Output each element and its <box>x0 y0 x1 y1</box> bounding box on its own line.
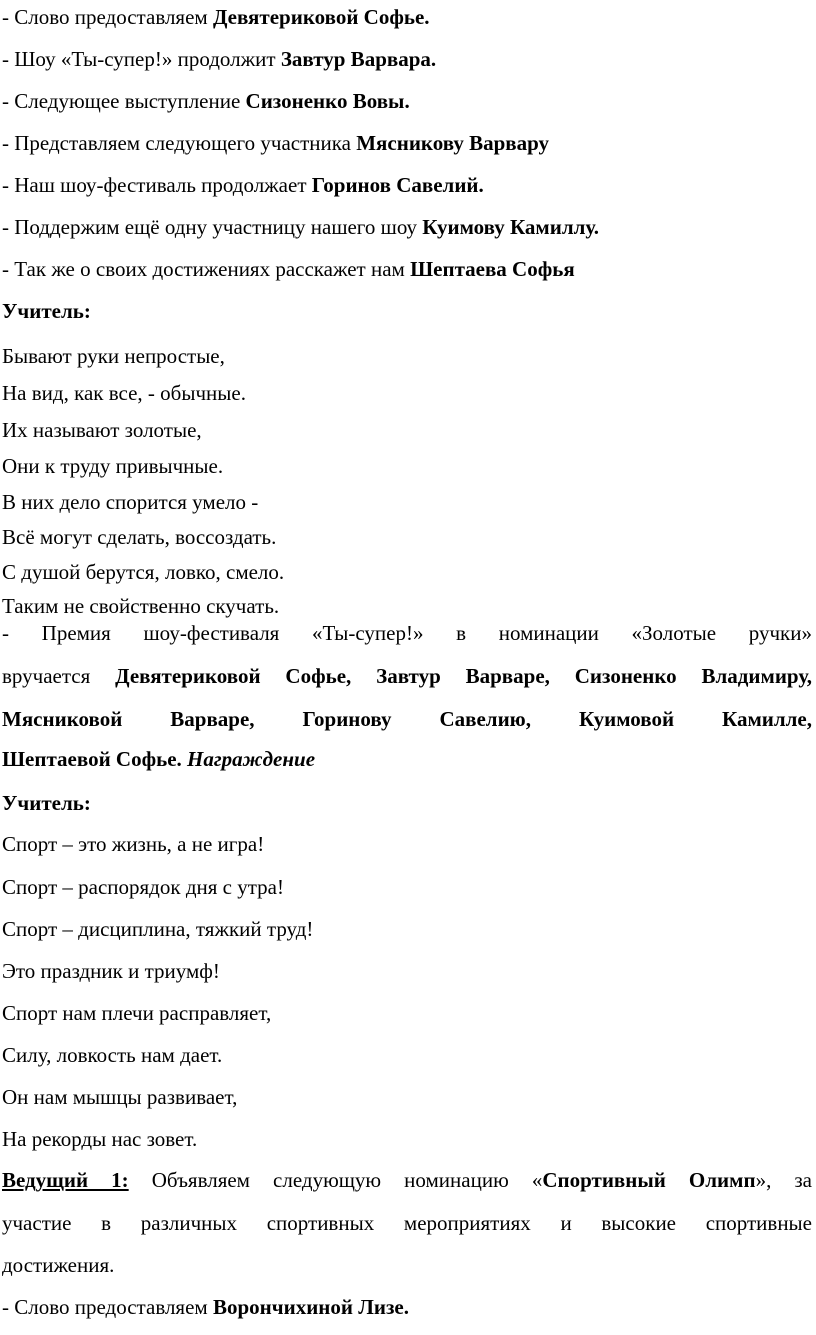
speaker-label <box>2 790 91 816</box>
nomination-name: Спортивный Олимп <box>542 1168 756 1192</box>
award-note: Награждение <box>187 747 316 771</box>
poem-line: Всё могут сделать, воссоздать. <box>2 525 277 549</box>
paragraph-line <box>2 88 410 114</box>
paragraph-line <box>2 130 549 156</box>
award-line: - Премия шоу-фестиваля «Ты-супер!» в номинации «Золотые ручки» <box>2 621 812 645</box>
poem-line: С душой берутся, ловко, смело. <box>2 560 285 584</box>
line-text: - Шоу «Ты-супер!» продолжит <box>2 47 281 71</box>
line-text: - Поддержим ещё одну участницу нашего шоу <box>2 215 423 239</box>
host-text: Объявляем следующую номинацию « <box>128 1168 543 1192</box>
paragraph-line <box>2 172 484 198</box>
line-text: - Так же о своих достижениях расскажет нам <box>2 257 411 281</box>
poem-line: Это праздник и триумф! <box>2 959 220 983</box>
line-text: - Наш шоу-фестиваль продолжает <box>2 173 312 197</box>
host-line <box>2 1167 812 1193</box>
poem-line: Их называют золотые, <box>2 418 202 442</box>
host-text: », за <box>755 1168 812 1192</box>
award-text: вручается <box>2 664 116 688</box>
host-label: Ведущий 1: <box>2 1168 129 1192</box>
line-text: - Следующее выступление <box>2 89 246 113</box>
speaker-label-text: Учитель: <box>2 791 91 815</box>
paragraph-line <box>2 1294 409 1320</box>
participant-name: Шептаева Софья <box>410 257 575 281</box>
participant-name: Ворончихиной Лизе. <box>212 1295 410 1319</box>
host-line: участие в различных спортивных мероприятиях и высокие спортивные <box>2 1211 812 1235</box>
speaker-label-text: Учитель: <box>2 299 91 323</box>
participant-name: Горинов Савелий. <box>311 173 484 197</box>
poem-line: На вид, как все, - обычные. <box>2 381 246 405</box>
paragraph-line <box>2 214 599 240</box>
line-text: - Представляем следующего участника <box>2 131 357 155</box>
award-line <box>2 663 812 689</box>
award-names: Шептаевой Софье. <box>2 747 182 771</box>
line-text: - Слово предоставляем <box>2 1295 213 1319</box>
participant-name: Куимову Камиллу. <box>422 215 600 239</box>
paragraph-line <box>2 4 430 30</box>
poem-line: Он нам мышцы развивает, <box>2 1085 238 1109</box>
poem-line: Спорт нам плечи расправляет, <box>2 1001 272 1025</box>
poem-line: Силу, ловкость нам дает. <box>2 1043 223 1067</box>
line-text: - Слово предоставляем <box>2 5 213 29</box>
poem-line: Спорт – дисциплина, тяжкий труд! <box>2 917 314 941</box>
award-names: Мясниковой Варваре, Горинову Савелию, Куимовой Камилле, <box>2 707 812 731</box>
host-line: достижения. <box>2 1253 115 1277</box>
speaker-label <box>2 298 91 324</box>
poem-line: Бывают руки непростые, <box>2 344 225 368</box>
poem-line: В них дело спорится умело - <box>2 490 259 514</box>
paragraph-line <box>2 46 436 72</box>
paragraph-line <box>2 256 575 282</box>
poem-line: Таким не свойственно скучать. <box>2 594 280 618</box>
poem-line: Спорт – это жизнь, а не игра! <box>2 832 265 856</box>
participant-name: Сизоненко Вовы. <box>245 89 410 113</box>
participant-name: Завтур Варвара. <box>280 47 437 71</box>
award-line <box>2 706 812 732</box>
participant-name: Девятериковой Софье. <box>212 5 430 29</box>
participant-name: Мясникову Варвару <box>356 131 550 155</box>
award-names: Девятериковой Софье, Завтур Варваре, Сизоненко Владимиру, <box>115 664 812 688</box>
poem-line: Они к труду привычные. <box>2 454 224 478</box>
poem-line: На рекорды нас зовет. <box>2 1127 198 1151</box>
award-line <box>2 746 315 772</box>
poem-line: Спорт – распорядок дня с утра! <box>2 875 284 899</box>
